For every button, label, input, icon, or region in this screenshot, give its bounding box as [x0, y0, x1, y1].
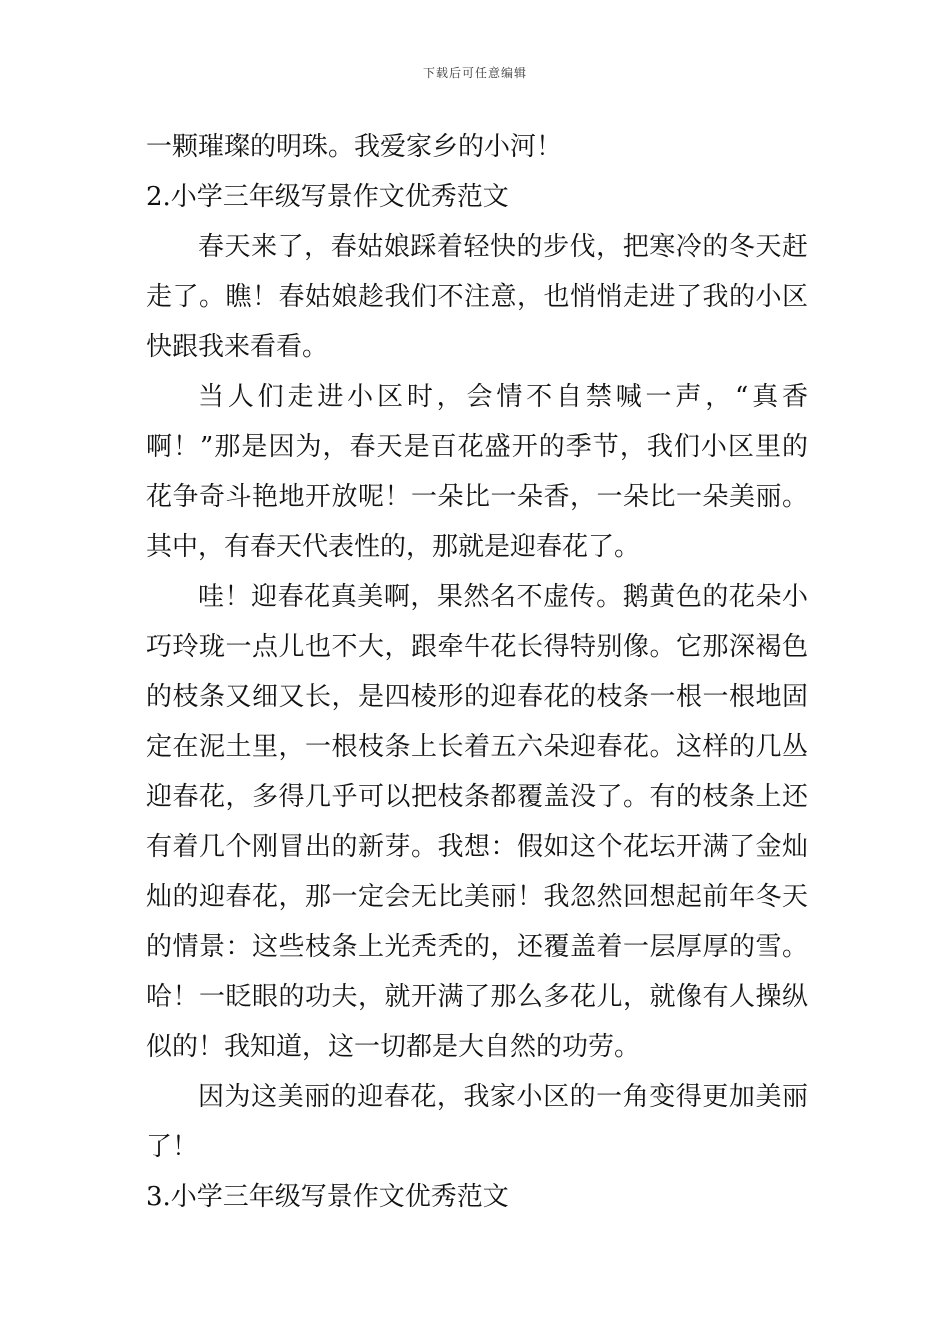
section-heading: 2.小学三年级写景作文优秀范文 — [146, 182, 509, 212]
page-header: 下载后可任意编辑 — [422, 66, 527, 80]
text-line: 有着几个刚冒出的新芽。我想：假如这个花坛开满了金灿 — [146, 832, 808, 862]
text-line: 的情景：这些枝条上光秃秃的，还覆盖着一层厚厚的雪。 — [146, 932, 808, 962]
text-line: 啊！”那是因为，春天是百花盛开的季节，我们小区里的 — [146, 432, 808, 462]
text-line: 哈！一眨眼的功夫，就开满了那么多花儿，就像有人操纵 — [146, 982, 808, 1012]
text-line: 走了。瞧！春姑娘趁我们不注意，也悄悄走进了我的小区 — [146, 282, 808, 312]
text-line: 当人们走进小区时，会情不自禁喊一声，“真香 — [198, 382, 808, 412]
text-line: 春天来了，春姑娘踩着轻快的步伐，把寒冷的冬天赶 — [198, 232, 808, 262]
document-body — [146, 122, 808, 1222]
text-line: 哇！迎春花真美啊，果然名不虚传。鹅黄色的花朵小 — [198, 582, 808, 612]
text-line: 迎春花，多得几乎可以把枝条都覆盖没了。有的枝条上还 — [146, 782, 808, 812]
text-line: 其中，有春天代表性的，那就是迎春花了。 — [146, 532, 641, 562]
text-line: 花争奇斗艳地开放呢！一朵比一朵香，一朵比一朵美丽。 — [146, 482, 808, 512]
section-heading: 3.小学三年级写景作文优秀范文 — [146, 1182, 509, 1212]
text-line: 因为这美丽的迎春花，我家小区的一角变得更加美丽 — [198, 1082, 808, 1112]
text-line: 似的！我知道，这一切都是大自然的功劳。 — [146, 1032, 641, 1062]
text-line: 快跟我来看看。 — [146, 332, 329, 362]
text-line: 了！ — [146, 1132, 199, 1162]
text-line: 的枝条又细又长，是四棱形的迎春花的枝条一根一根地固 — [146, 682, 808, 712]
text-line: 一颗璀璨的明珠。我爱家乡的小河！ — [146, 132, 563, 162]
text-line: 定在泥土里，一根枝条上长着五六朵迎春花。这样的几丛 — [146, 732, 808, 762]
text-line: 巧玲珑一点儿也不大，跟牵牛花长得特别像。它那深褐色 — [146, 632, 808, 662]
text-line: 灿的迎春花，那一定会无比美丽！我忽然回想起前年冬天 — [146, 882, 808, 912]
